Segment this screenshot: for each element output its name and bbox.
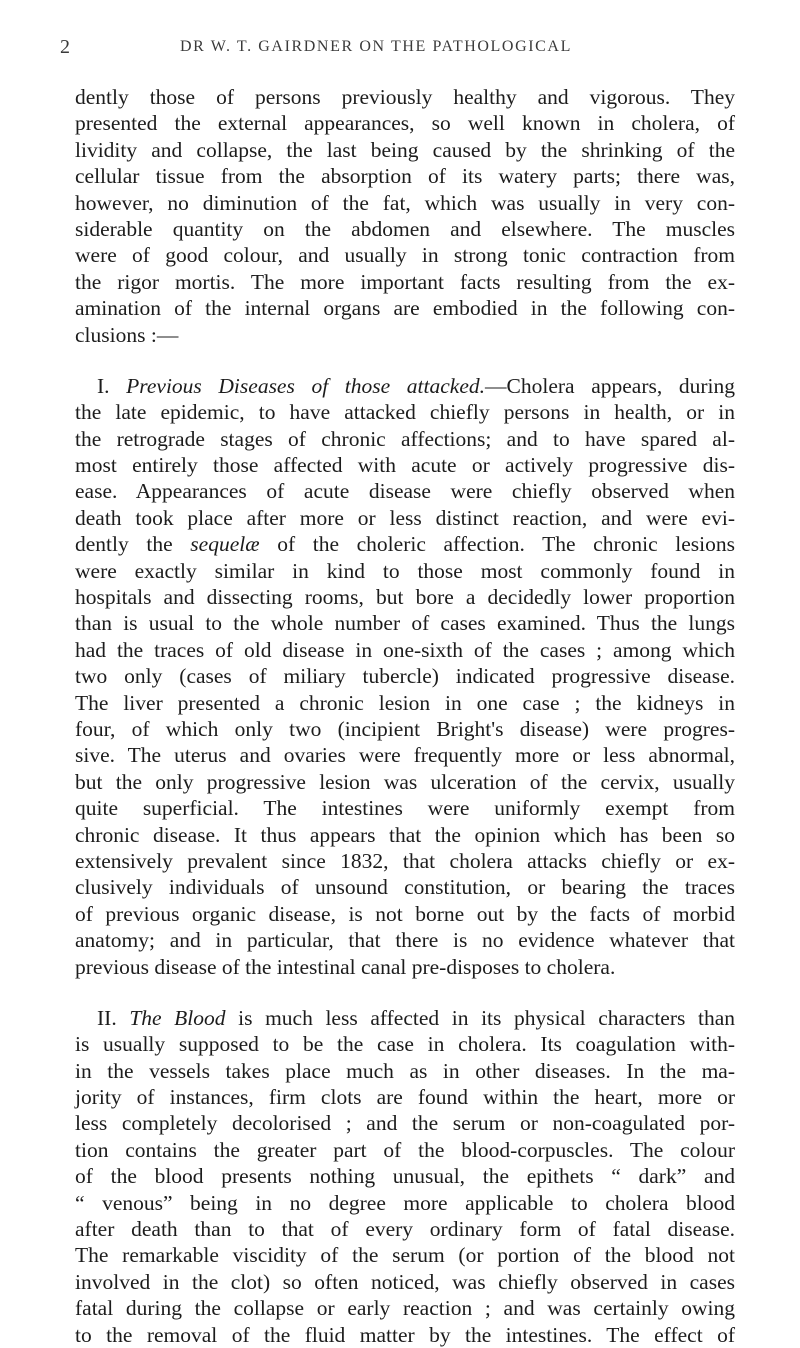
text-line: is usually supposed to be the case in cholera. Its coagulation with- (75, 1032, 735, 1057)
text-line: fatal during the collapse or early reaction ; and was certainly owing (75, 1296, 735, 1321)
section-heading: The Blood (129, 1005, 226, 1030)
text-line: amination of the internal organs are embodied in the following con- (75, 296, 735, 321)
text-line: two only (cases of miliary tubercle) indicated progressive disease. (75, 664, 735, 689)
text-line: chronic disease. It thus appears that the opinion which has been so (75, 822, 735, 847)
text-line: clusions :— (75, 322, 179, 347)
text-line: lividity and collapse, the last being caused by the shrinking of the (75, 137, 735, 162)
page-number: 2 (60, 36, 72, 58)
text-line: previous disease of the intestinal canal pre-disposes to cholera. (75, 954, 616, 979)
text-line: of previous organic disease, is not borne out by the facts of morbid (75, 901, 735, 926)
section-number: II. (97, 1005, 130, 1030)
paragraph-previous-diseases (75, 373, 735, 980)
text-line: most entirely those affected with acute or actively progressive dis- (75, 453, 735, 478)
text-line: siderable quantity on the abdomen and elsewhere. The muscles (75, 216, 735, 241)
text-line: but the only progressive lesion was ulceration of the cervix, usually (75, 769, 735, 794)
running-title: DR W. T. GAIRDNER ON THE PATHOLOGICAL (180, 38, 572, 55)
text-line: the retrograde stages of chronic affections; and to have spared al- (75, 426, 735, 451)
paragraph-the-blood (75, 1005, 735, 1348)
running-header (60, 36, 740, 60)
text-line: The remarkable viscidity of the serum (or portion of the blood not (75, 1243, 735, 1268)
text-fragment: is much less affected in its physical characters than (225, 1005, 735, 1030)
text-line: clusively individuals of unsound constitution, or bearing the traces (75, 875, 735, 900)
paragraph-continuation (75, 84, 735, 348)
text-line: cellular tissue from the absorption of its watery parts; there was, (75, 164, 735, 189)
text-line: to the removal of the fluid matter by the intestines. The effect of (75, 1322, 735, 1347)
text-fragment: dently the (75, 532, 191, 557)
text-line: were of good colour, and usually in strong tonic contraction from (75, 243, 735, 268)
text-line: presented the external appearances, so well known in cholera, of (75, 111, 735, 136)
text-line: than is usual to the whole number of cases examined. Thus the lungs (75, 611, 735, 636)
section-heading: Previous Diseases of those attacked. (126, 373, 486, 398)
body-text (75, 84, 735, 1348)
text-line: however, no diminution of the fat, which was usually in very con- (75, 190, 735, 215)
text-line: anatomy; and in particular, that there is no evidence whatever that (75, 928, 735, 953)
text-line: after death than to that of every ordinary form of fatal disease. (75, 1217, 735, 1242)
text-line: jority of instances, firm clots are found within the heart, more or (75, 1085, 735, 1110)
text-line: sive. The uterus and ovaries were frequently more or less abnormal, (75, 743, 735, 768)
text-line: The liver presented a chronic lesion in one case ; the kidneys in (75, 690, 735, 715)
text-line: of the blood presents nothing unusual, the epithets “ dark” and (75, 1164, 735, 1189)
text-line: ease. Appearances of acute disease were chiefly observed when (75, 479, 735, 504)
text-line: involved in the clot) so often noticed, was chiefly observed in cases (75, 1269, 735, 1294)
text-line: in the vessels takes place much as in other diseases. In the ma- (75, 1058, 735, 1083)
text-line: hospitals and dissecting rooms, but bore a decidedly lower proportion (75, 585, 735, 610)
text-line: extensively prevalent since 1832, that cholera attacks chiefly or ex- (75, 848, 735, 873)
text-line (75, 531, 735, 557)
text-line: the rigor mortis. The more important facts resulting from the ex- (75, 269, 735, 294)
text-line: “ venous” being in no degree more applicable to cholera blood (75, 1190, 735, 1215)
text-line: dently those of persons previously healthy and vigorous. They (75, 85, 735, 109)
text-line: were exactly similar in kind to those most commonly found in (75, 558, 735, 583)
text-line: quite superficial. The intestines were uniformly exempt from (75, 796, 735, 821)
text-line: less completely decolorised ; and the serum or non-coagulated por- (75, 1111, 735, 1136)
text-line: four, of which only two (incipient Bright's disease) were progres- (75, 716, 735, 741)
section-number: I. (97, 373, 127, 398)
text-line: had the traces of old disease in one-sixth of the cases ; among which (75, 637, 735, 662)
text-line: death took place after more or less distinct reaction, and were evi- (75, 505, 735, 530)
text-line (75, 373, 735, 399)
text-line (75, 1005, 735, 1031)
text-fragment: —Cholera appears, during (485, 373, 735, 398)
text-line: tion contains the greater part of the blood-corpuscles. The colour (75, 1137, 735, 1162)
text-line: the late epidemic, to have attacked chiefly persons in health, or in (75, 400, 735, 425)
text-fragment: of the choleric affection. The chronic lesions (259, 532, 735, 557)
italic-term: sequelæ (190, 532, 260, 557)
